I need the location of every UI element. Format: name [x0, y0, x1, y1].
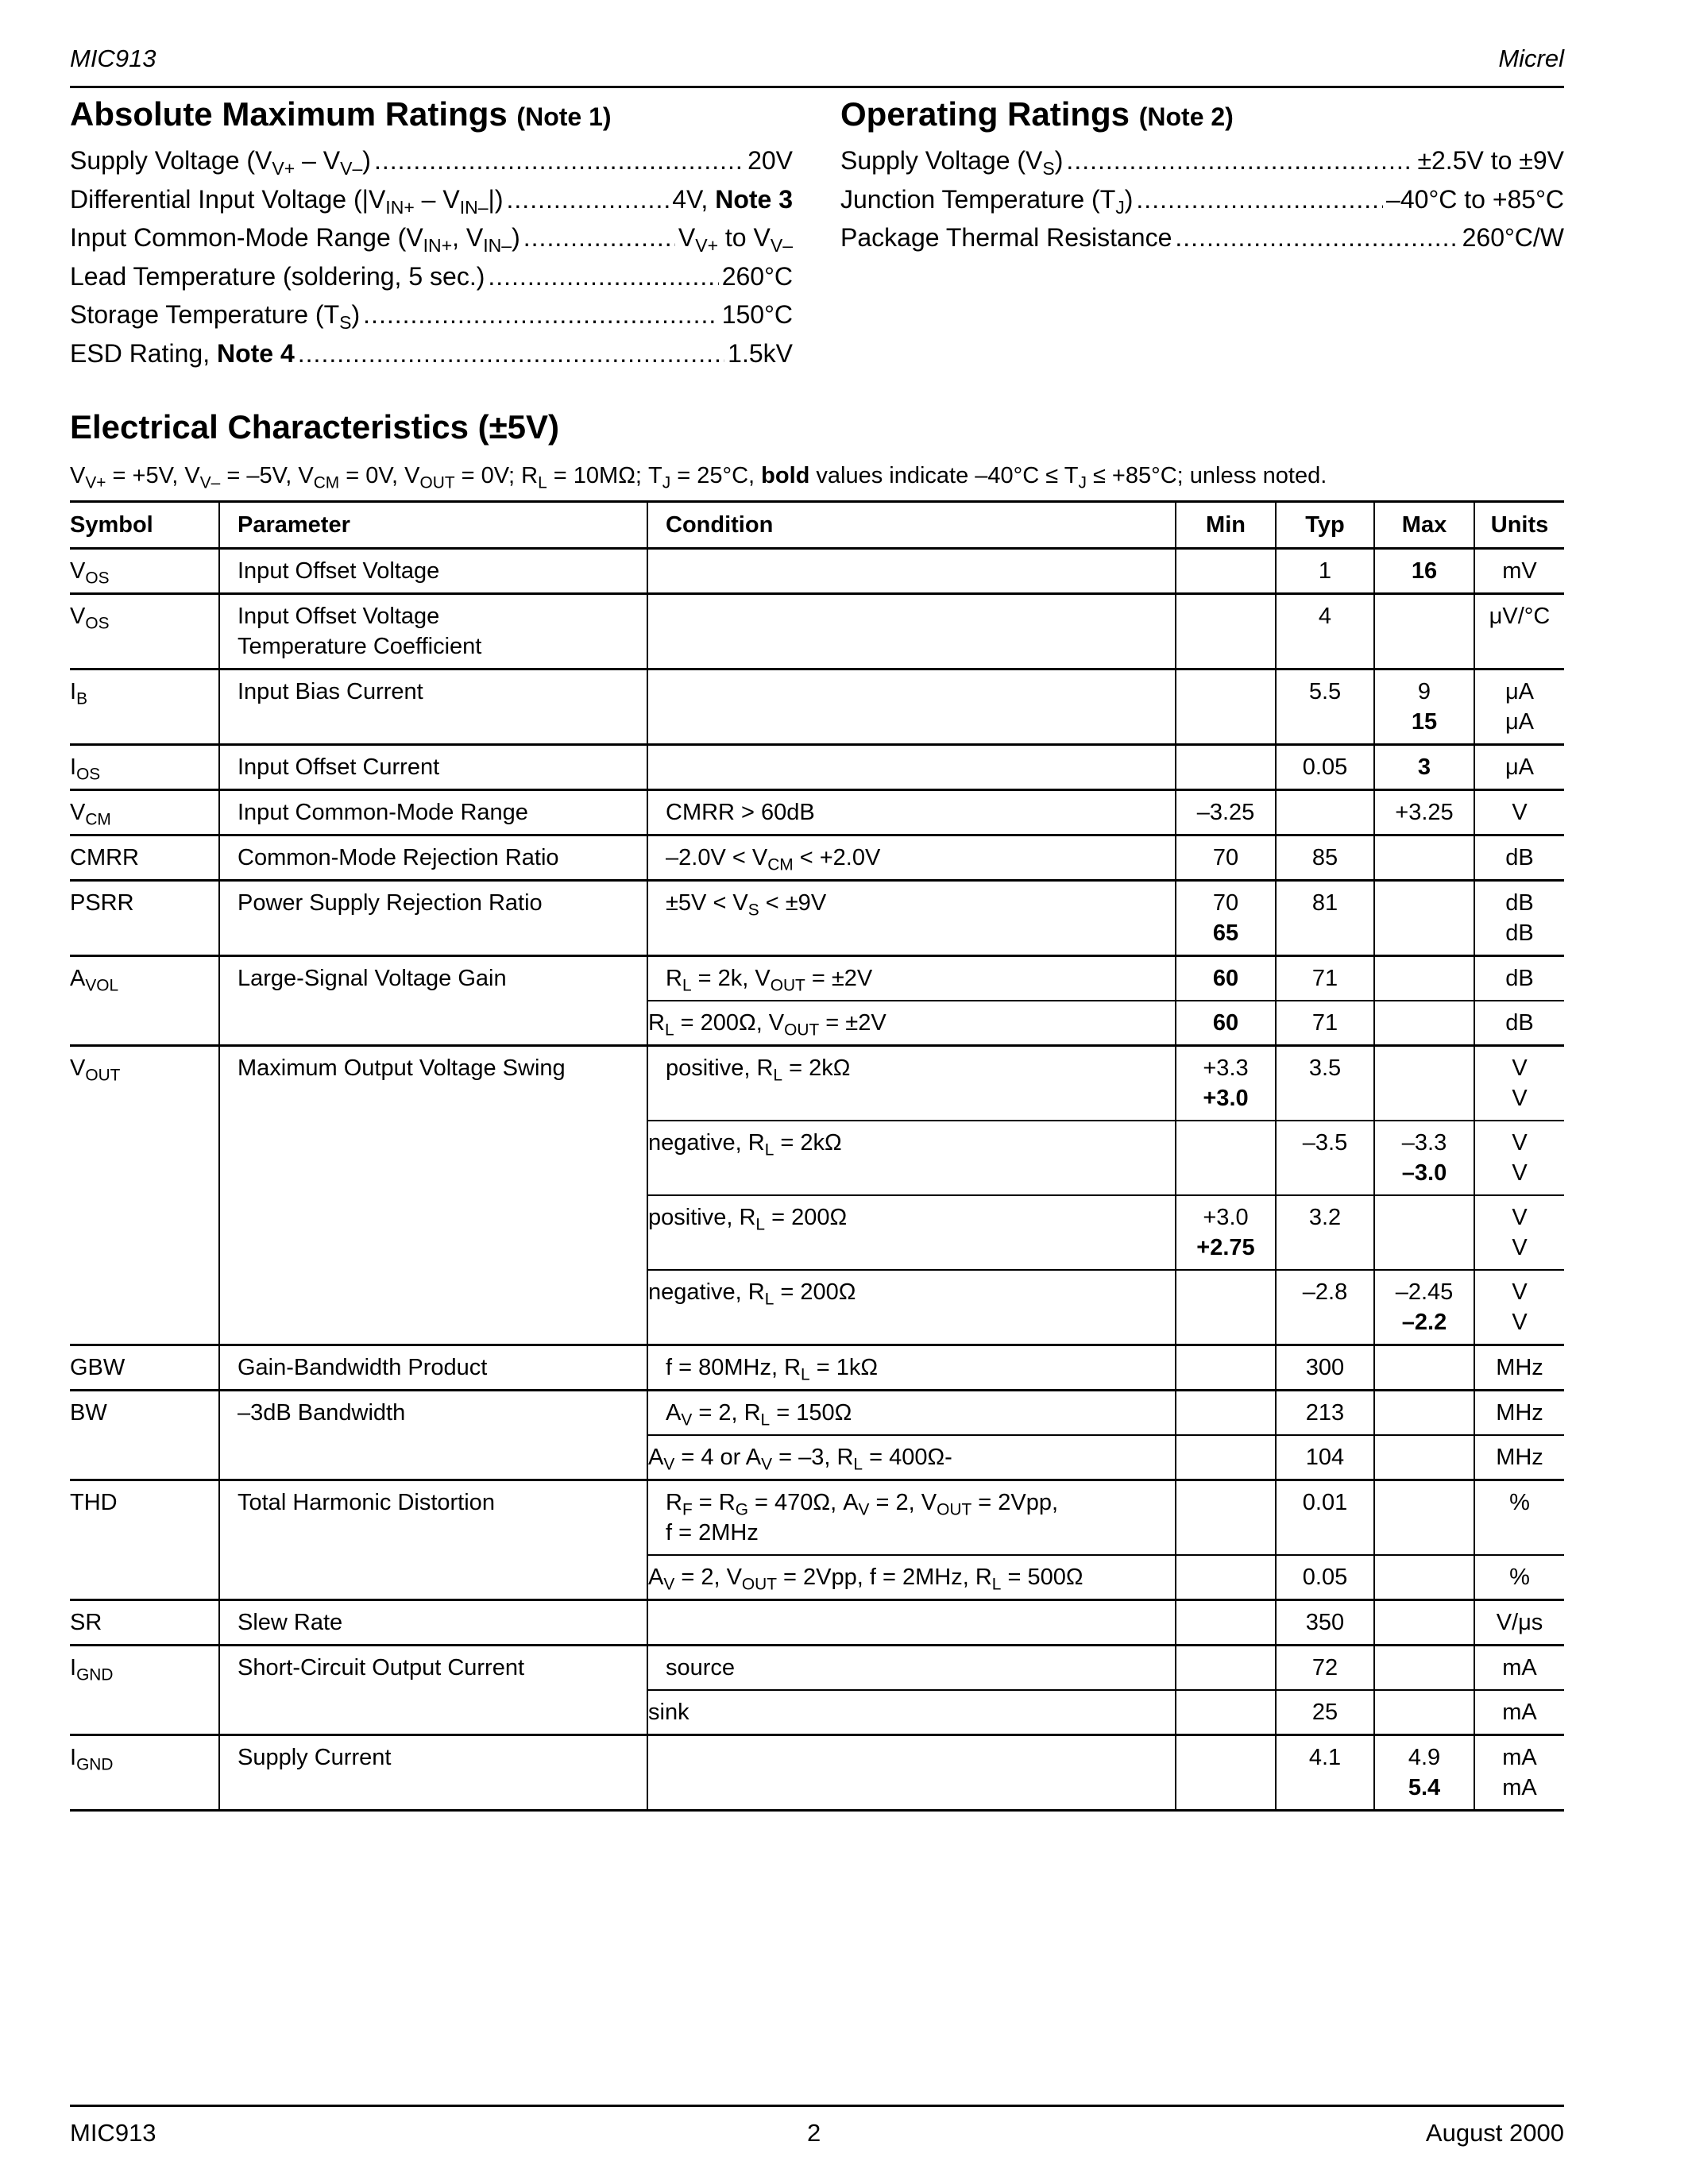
units-cell: mA: [1474, 1646, 1564, 1691]
leader-dots: [507, 185, 670, 214]
op-rating-row: [840, 185, 1564, 224]
abs-max-row: [70, 185, 793, 224]
condition-cell: $\pm 5V < V_S < \pm 9V$: [647, 881, 1176, 956]
abs-max-row: [70, 223, 793, 262]
spec-value: 260°C/W: [1462, 223, 1564, 252]
units-cell: V V: [1474, 1270, 1564, 1345]
leader-dots: [523, 223, 675, 253]
op-ratings-list: [840, 146, 1564, 262]
op-rating-row: [840, 223, 1564, 262]
min-cell: 60: [1176, 956, 1276, 1001]
spec-value: ±2.5V to ±9V: [1417, 146, 1564, 175]
min-cell: [1176, 745, 1276, 790]
typ-cell: 5.5: [1276, 669, 1374, 745]
units-cell: dB: [1474, 835, 1564, 881]
units-cell: dB dB: [1474, 881, 1564, 956]
col-units: Units: [1474, 502, 1564, 549]
symbol-cell: $I_{OS}$: [70, 745, 219, 790]
units-cell: V V: [1474, 1121, 1564, 1195]
min-cell: –3.25: [1176, 790, 1276, 835]
min-cell: [1176, 1690, 1276, 1735]
symbol-cell: THD: [70, 1480, 219, 1600]
typ-cell: 1: [1276, 549, 1374, 594]
parameter-cell: Supply Current: [219, 1735, 647, 1811]
typ-cell: 0.05: [1276, 1555, 1374, 1600]
min-cell: [1176, 669, 1276, 745]
parameter-cell: Input Offset Voltage Temperature Coefficient: [219, 594, 647, 669]
units-cell: V: [1474, 790, 1564, 835]
min-cell: [1176, 594, 1276, 669]
table-row: [70, 881, 1564, 956]
abs-max-list: [70, 146, 793, 377]
units-cell: mA mA: [1474, 1735, 1564, 1811]
min-cell: [1176, 1270, 1276, 1345]
condition-cell: positive, $R_L = 2k\Omega$: [647, 1046, 1176, 1121]
leader-dots: [488, 262, 718, 291]
min-cell: [1176, 1646, 1276, 1691]
min-cell: [1176, 1555, 1276, 1600]
max-cell: [1374, 1646, 1474, 1691]
condition-cell: $A_V = 2$, $R_L = 150\Omega$: [647, 1391, 1176, 1436]
units-cell: mA: [1474, 1690, 1564, 1735]
leader-dots: [1136, 185, 1383, 214]
abs-max-row: [70, 146, 793, 185]
header-part-number: MIC913: [70, 44, 156, 72]
spec-value: 4V, Note 3: [672, 184, 793, 214]
table-row: [70, 1345, 1564, 1391]
abs-max-note: (Note 1): [516, 102, 612, 131]
symbol-cell: $I_{GND}$: [70, 1735, 219, 1811]
max-cell: [1374, 1480, 1474, 1556]
spec-value: 20V: [747, 146, 793, 175]
max-cell: [1374, 1555, 1474, 1600]
table-row: [70, 1735, 1564, 1811]
symbol-cell: $A_{VOL}$: [70, 956, 219, 1046]
min-cell: +3.3 +3.0: [1176, 1046, 1276, 1121]
footer-rule: [70, 2105, 1564, 2107]
table-row: [70, 669, 1564, 745]
units-cell: MHz: [1474, 1345, 1564, 1391]
col-typ: Typ: [1276, 502, 1374, 549]
col-parameter: Parameter: [219, 502, 647, 549]
leader-dots: [1066, 146, 1414, 176]
parameter-cell: Input Bias Current: [219, 669, 647, 745]
table-row: [70, 549, 1564, 594]
table-row: [70, 1646, 1564, 1691]
typ-cell: 25: [1276, 1690, 1374, 1735]
typ-cell: –3.5: [1276, 1121, 1374, 1195]
min-cell: [1176, 1345, 1276, 1391]
units-cell: dB: [1474, 1001, 1564, 1046]
typ-cell: 4.1: [1276, 1735, 1374, 1811]
leader-dots: [374, 146, 744, 176]
spec-value: 260°C: [721, 261, 793, 291]
electrical-characteristics-table: [70, 500, 1564, 1812]
symbol-cell: SR: [70, 1600, 219, 1646]
min-cell: +3.0 +2.75: [1176, 1195, 1276, 1270]
max-cell: –2.45 –2.2: [1374, 1270, 1474, 1345]
parameter-cell: –3dB Bandwidth: [219, 1391, 647, 1480]
abs-max-row: [70, 339, 793, 378]
table-row: [70, 790, 1564, 835]
op-ratings-title-text: Operating Ratings: [840, 95, 1130, 133]
max-cell: –3.3 –3.0: [1374, 1121, 1474, 1195]
min-cell: 70 65: [1176, 881, 1276, 956]
spec-label: Input Common-Mode Range ($V_{IN+}$, $V_{IN-}$): [70, 223, 520, 256]
max-cell: [1374, 881, 1474, 956]
min-cell: [1176, 1391, 1276, 1436]
spec-label: Differential Input Voltage $(|V_{IN+} - V_{IN-}|)$: [70, 184, 504, 218]
condition-cell: $R_F = R_G = 470\Omega$, $A_V = 2$, $V_{OUT} = 2Vpp$, f = 2MHz: [647, 1480, 1176, 1556]
units-cell: MHz: [1474, 1435, 1564, 1480]
condition-cell: [647, 669, 1176, 745]
spec-label: Lead Temperature (soldering, 5 sec.): [70, 261, 485, 291]
units-cell: %: [1474, 1480, 1564, 1556]
col-min: Min: [1176, 502, 1276, 549]
abs-max-title: [70, 95, 612, 133]
condition-cell: [647, 1735, 1176, 1811]
condition-cell: $A_V = 2$, $V_{OUT} = 2Vpp$, f = 2MHz, $R_L = 500\Omega$: [647, 1555, 1176, 1600]
max-cell: [1374, 594, 1474, 669]
elec-char-title: Electrical Characteristics (±5V): [70, 408, 560, 446]
leader-dots: [363, 300, 719, 330]
condition-cell: [647, 594, 1176, 669]
condition-cell: CMRR > 60dB: [647, 790, 1176, 835]
symbol-cell: $V_{OS}$: [70, 594, 219, 669]
min-cell: [1176, 1480, 1276, 1556]
spec-label: Storage Temperature $(T_S)$: [70, 300, 361, 333]
parameter-cell: Maximum Output Voltage Swing: [219, 1046, 647, 1345]
op-ratings-note: (Note 2): [1138, 102, 1234, 131]
condition-cell: $-2.0V < V_{CM} < +2.0V$: [647, 835, 1176, 881]
typ-cell: 71: [1276, 1001, 1374, 1046]
parameter-cell: Input Common-Mode Range: [219, 790, 647, 835]
typ-cell: 0.05: [1276, 745, 1374, 790]
parameter-cell: Gain-Bandwidth Product: [219, 1345, 647, 1391]
max-cell: [1374, 835, 1474, 881]
max-cell: [1374, 1046, 1474, 1121]
units-cell: dB: [1474, 956, 1564, 1001]
min-cell: [1176, 1735, 1276, 1811]
max-cell: [1374, 1345, 1474, 1391]
table-row: [70, 956, 1564, 1001]
min-cell: [1176, 549, 1276, 594]
max-cell: [1374, 1195, 1474, 1270]
condition-cell: f = 80MHz, $R_L = 1k\Omega$: [647, 1345, 1176, 1391]
max-cell: 16: [1374, 549, 1474, 594]
spec-value: 1.5kV: [728, 338, 793, 368]
footer-date: August 2000: [1425, 2119, 1564, 2147]
footer-part-number: MIC913: [70, 2119, 156, 2147]
condition-cell: positive, $R_L = 200\Omega$: [647, 1195, 1176, 1270]
units-cell: MHz: [1474, 1391, 1564, 1436]
max-cell: [1374, 956, 1474, 1001]
spec-label: ESD Rating, Note 4: [70, 338, 295, 368]
max-cell: [1374, 1391, 1474, 1436]
spec-label: Supply Voltage $(V_{V+} - V_{V-})$: [70, 146, 371, 179]
units-cell: V/μs: [1474, 1600, 1564, 1646]
parameter-cell: Power Supply Rejection Ratio: [219, 881, 647, 956]
max-cell: +3.25: [1374, 790, 1474, 835]
spec-value: –40°C to +85°C: [1386, 184, 1564, 214]
table-row: [70, 1046, 1564, 1121]
symbol-cell: PSRR: [70, 881, 219, 956]
min-cell: [1176, 1435, 1276, 1480]
max-cell: [1374, 1690, 1474, 1735]
col-condition: Condition: [647, 502, 1176, 549]
min-cell: 70: [1176, 835, 1276, 881]
condition-cell: sink: [647, 1690, 1176, 1735]
leader-dots: [298, 339, 724, 369]
typ-cell: 300: [1276, 1345, 1374, 1391]
units-cell: mV: [1474, 549, 1564, 594]
max-cell: [1374, 1001, 1474, 1046]
typ-cell: 71: [1276, 956, 1374, 1001]
symbol-cell: CMRR: [70, 835, 219, 881]
parameter-cell: Total Harmonic Distortion: [219, 1480, 647, 1600]
condition-cell: $A_V = 4$ or $A_V = -3$, $R_L = 400\Omega-$: [647, 1435, 1176, 1480]
typ-cell: [1276, 790, 1374, 835]
condition-cell: [647, 745, 1176, 790]
typ-cell: 81: [1276, 881, 1374, 956]
table-row: [70, 1480, 1564, 1556]
parameter-cell: Large-Signal Voltage Gain: [219, 956, 647, 1046]
typ-cell: 3.5: [1276, 1046, 1374, 1121]
min-cell: 60: [1176, 1001, 1276, 1046]
table-header-row: [70, 502, 1564, 549]
typ-cell: 104: [1276, 1435, 1374, 1480]
leader-dots: [1175, 223, 1458, 253]
units-cell: μA: [1474, 745, 1564, 790]
parameter-cell: Short-Circuit Output Current: [219, 1646, 647, 1735]
symbol-cell: $V_{OS}$: [70, 549, 219, 594]
units-cell: μA μA: [1474, 669, 1564, 745]
condition-cell: negative, $R_L = 2k\Omega$: [647, 1121, 1176, 1195]
table-row: [70, 1391, 1564, 1436]
condition-cell: $R_L = 2k$, $V_{OUT} = \pm 2V$: [647, 956, 1176, 1001]
max-cell: [1374, 1435, 1474, 1480]
spec-label: Junction Temperature $(T_J)$: [840, 184, 1134, 218]
table-row: [70, 594, 1564, 669]
table-row: [70, 745, 1564, 790]
condition-cell: $R_L = 200\Omega$, $V_{OUT} = \pm 2V$: [647, 1001, 1176, 1046]
op-ratings-title: [840, 95, 1234, 133]
typ-cell: 85: [1276, 835, 1374, 881]
parameter-cell: Input Offset Current: [219, 745, 647, 790]
abs-max-row: [70, 300, 793, 339]
header-company: Micrel: [1498, 44, 1564, 72]
typ-cell: 3.2: [1276, 1195, 1374, 1270]
condition-cell: source: [647, 1646, 1176, 1691]
max-cell: [1374, 1600, 1474, 1646]
symbol-cell: $V_{CM}$: [70, 790, 219, 835]
table-row: [70, 1600, 1564, 1646]
parameter-cell: Slew Rate: [219, 1600, 647, 1646]
units-cell: %: [1474, 1555, 1564, 1600]
header-rule: [70, 86, 1564, 88]
symbol-cell: BW: [70, 1391, 219, 1480]
test-conditions: $V_{V+} = +5V$, $V_{V-} = -5V$, $V_{CM} = 0V$, $V_{OUT} = 0V$; $R_L = 10M\Omega$; $T_J = 25^\circ C$, bold values indicate $-40^\circ C \le T_J \le +85^\circ C$; unless noted.: [70, 463, 1327, 492]
symbol-cell: GBW: [70, 1345, 219, 1391]
units-cell: V V: [1474, 1046, 1564, 1121]
spec-label: Supply Voltage $(V_S)$: [840, 146, 1064, 179]
col-max: Max: [1374, 502, 1474, 549]
page-number: 2: [807, 2119, 821, 2147]
spec-value: 150°C: [721, 300, 793, 329]
typ-cell: –2.8: [1276, 1270, 1374, 1345]
spec-label: Package Thermal Resistance: [840, 223, 1172, 252]
parameter-cell: Common-Mode Rejection Ratio: [219, 835, 647, 881]
min-cell: [1176, 1600, 1276, 1646]
symbol-cell: $I_B$: [70, 669, 219, 745]
abs-max-row: [70, 262, 793, 301]
col-symbol: Symbol: [70, 502, 219, 549]
symbol-cell: $V_{OUT}$: [70, 1046, 219, 1345]
units-cell: μV/°C: [1474, 594, 1564, 669]
symbol-cell: $I_{GND}$: [70, 1646, 219, 1735]
units-cell: V V: [1474, 1195, 1564, 1270]
spec-value: $V_{V+}$ to $V_{V-}$: [678, 223, 793, 256]
max-cell: 4.9 5.4: [1374, 1735, 1474, 1811]
condition-cell: [647, 1600, 1176, 1646]
parameter-cell: Input Offset Voltage: [219, 549, 647, 594]
condition-cell: negative, $R_L = 200\Omega$: [647, 1270, 1176, 1345]
max-cell: 9 15: [1374, 669, 1474, 745]
typ-cell: 350: [1276, 1600, 1374, 1646]
condition-cell: [647, 549, 1176, 594]
min-cell: [1176, 1121, 1276, 1195]
typ-cell: 72: [1276, 1646, 1374, 1691]
max-cell: 3: [1374, 745, 1474, 790]
abs-max-title-text: Absolute Maximum Ratings: [70, 95, 508, 133]
op-rating-row: [840, 146, 1564, 185]
typ-cell: 213: [1276, 1391, 1374, 1436]
typ-cell: 4: [1276, 594, 1374, 669]
typ-cell: 0.01: [1276, 1480, 1374, 1556]
table-row: [70, 835, 1564, 881]
